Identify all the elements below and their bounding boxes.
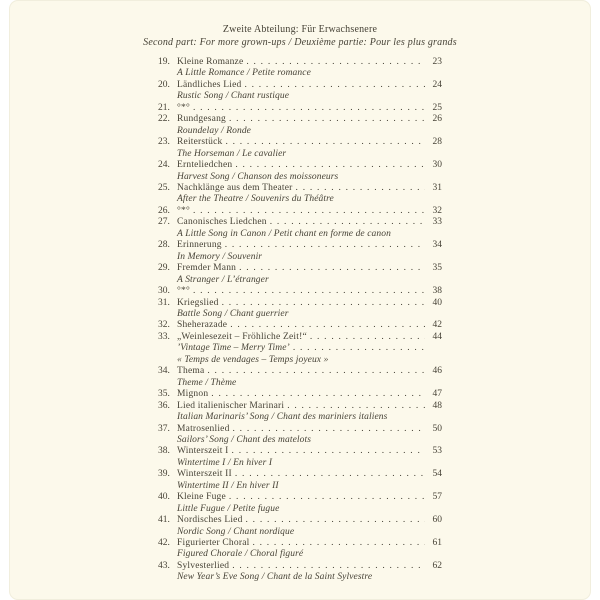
entry-title: Figurierter Choral [177, 538, 250, 549]
entry-page-number: 48 [432, 400, 442, 411]
entry-number: 36. [158, 400, 170, 411]
entry-subtitle-text: Little Fugue / Petite fugue [177, 503, 280, 514]
toc-entry-subtitle [158, 549, 442, 560]
toc-list [158, 57, 442, 584]
entry-page-number: 33 [432, 217, 442, 228]
entry-title: Kleine Fuge [177, 492, 226, 503]
entry-subtitle-text: The Horseman / Le cavalier [177, 148, 287, 159]
entry-title: Erinnerung [177, 240, 222, 251]
entry-subtitle-text: Figured Chorale / Choral figuré [177, 549, 304, 560]
dot-leader [244, 80, 425, 91]
entry-number: 35. [158, 389, 170, 400]
dot-leader [235, 469, 425, 480]
entry-title: Matrosenlied [177, 423, 230, 434]
entry-title: Rundgesang [177, 114, 226, 125]
entry-title: Kleine Romanze [177, 57, 244, 67]
dot-leader [252, 538, 425, 549]
entry-number: 42. [158, 538, 170, 549]
entry-subtitle-text: Wintertime I / En hiver I [177, 457, 273, 468]
entry-number: 22. [158, 114, 170, 125]
toc-entry [158, 183, 442, 194]
dot-leader [211, 389, 425, 400]
entry-number: 28. [158, 240, 170, 251]
entry-subtitle-text: After the Theatre / Souvenirs du Théâtre [177, 194, 334, 205]
entry-page-number: 62 [432, 560, 442, 571]
entry-subtitle-text: Harvest Song / Chanson des moissoneurs [177, 171, 339, 182]
dot-leader [229, 492, 425, 503]
toc-content [9, 0, 591, 584]
toc-entry [158, 103, 442, 114]
dot-leader [193, 286, 425, 297]
toc-entry [158, 263, 442, 274]
entry-subtitle-text: In Memory / Souvenir [177, 251, 263, 262]
entry-title: Ländliches Lied [177, 79, 242, 90]
entry-title: Ernteliedchen [177, 160, 233, 171]
dot-leader [207, 366, 425, 377]
entry-page-number: 28 [432, 137, 442, 148]
entry-title: Kriegslied [177, 297, 219, 308]
dot-leader [293, 343, 425, 354]
toc-entry-subtitle [158, 68, 442, 79]
entry-page-number: 23 [432, 57, 442, 67]
toc-entry-subtitle [158, 435, 442, 446]
entry-page-number: 42 [432, 320, 442, 331]
dot-leader [193, 206, 425, 217]
entry-page-number: 61 [432, 538, 442, 549]
entry-subtitle-text: Theme / Thème [177, 377, 237, 388]
entry-subtitle-text: Italian Marinaris’ Song / Chant des mariniers italiens [177, 412, 388, 423]
toc-page [9, 0, 591, 600]
dot-leader [225, 137, 425, 148]
entry-subtitle-text: Roundelay / Ronde [177, 125, 251, 136]
entry-number: 19. [158, 57, 170, 67]
entry-number: 23. [158, 137, 170, 148]
toc-entry [158, 114, 442, 125]
entry-page-number: 44 [432, 331, 442, 342]
entry-number: 20. [158, 79, 170, 90]
toc-entry-subtitle [158, 378, 442, 389]
entry-number: 31. [158, 297, 170, 308]
toc-entry-subtitle [158, 343, 442, 354]
entry-number: 43. [158, 560, 170, 571]
entry-title: Nordisches Lied [177, 515, 243, 526]
entry-number: 25. [158, 182, 170, 193]
entry-title: Canonisches Liedchen [177, 217, 267, 228]
entry-number: 39. [158, 469, 170, 480]
entry-number: 29. [158, 263, 170, 274]
toc-entry [158, 469, 442, 480]
entry-title: Mignon [177, 389, 209, 400]
entry-page-number: 35 [432, 263, 442, 274]
toc-entry-subtitle [158, 194, 442, 205]
entry-number: 24. [158, 160, 170, 171]
entry-page-number: 26 [432, 114, 442, 125]
toc-entry-subtitle [158, 481, 442, 492]
entry-title: Nachklänge aus dem Theater [177, 182, 293, 193]
entry-number: 34. [158, 366, 170, 377]
dot-leader [246, 57, 425, 68]
dot-leader [225, 240, 425, 251]
toc-entry-subtitle [158, 309, 442, 320]
entry-subtitle-text: « Temps de vendages – Temps joyeux » [177, 354, 329, 365]
toc-entry [158, 401, 442, 412]
toc-entry [158, 206, 442, 217]
toc-entry [158, 332, 442, 343]
entry-page-number: 50 [432, 423, 442, 434]
toc-entry [158, 389, 442, 400]
toc-entry [158, 298, 442, 309]
toc-entry-subtitle [158, 412, 442, 423]
entry-number: 33. [158, 331, 170, 342]
entry-subtitle-text: Nordic Song / Chant nordique [177, 526, 295, 537]
entry-page-number: 32 [432, 205, 442, 216]
entry-number: 40. [158, 492, 170, 503]
dot-leader [229, 114, 425, 125]
entry-title: Winterszeit I [177, 446, 229, 457]
toc-entry-subtitle [158, 149, 442, 160]
dot-leader [246, 515, 425, 526]
toc-entry [158, 320, 442, 331]
entry-title: °*° [177, 205, 190, 216]
entry-title: Sylvesterlied [177, 560, 230, 571]
dot-leader [235, 160, 425, 171]
toc-entry [158, 240, 442, 251]
entry-subtitle-text: A Little Song in Canon / Petit chant en forme de canon [177, 228, 391, 239]
entry-page-number: 53 [432, 446, 442, 457]
toc-entry-subtitle [158, 91, 442, 102]
entry-number: 30. [158, 286, 170, 297]
entry-number: 37. [158, 423, 170, 434]
toc-entry [158, 286, 442, 297]
entry-title: „Weinlesezeit – Fröhliche Zeit!“ [177, 331, 307, 342]
toc-entry [158, 57, 442, 68]
entry-page-number: 57 [432, 492, 442, 503]
dot-leader [222, 298, 425, 309]
entry-number: 26. [158, 205, 170, 216]
toc-entry [158, 424, 442, 435]
dot-leader [239, 263, 425, 274]
entry-title: °*° [177, 286, 190, 297]
entry-number: 41. [158, 515, 170, 526]
entry-title: °*° [177, 102, 190, 113]
entry-subtitle-text: Battle Song / Chant guerrier [177, 308, 289, 319]
entry-page-number: 40 [432, 297, 442, 308]
toc-entry [158, 515, 442, 526]
entry-number: 21. [158, 102, 170, 113]
entry-title: Lied italienischer Marinari [177, 400, 285, 411]
toc-entry-subtitle [158, 355, 442, 366]
section-title-translations: Second part: For more grown-ups / Deuxième partie: Pour les plus grands [143, 36, 457, 48]
toc-entry-subtitle [158, 458, 442, 469]
entry-subtitle-text: Wintertime II / En hiver II [177, 480, 279, 491]
toc-entry [158, 366, 442, 377]
entry-page-number: 60 [432, 515, 442, 526]
toc-entry [158, 538, 442, 549]
toc-entry-subtitle [158, 275, 442, 286]
entry-page-number: 25 [432, 102, 442, 113]
entry-page-number: 31 [432, 182, 442, 193]
dot-leader [270, 217, 425, 228]
entry-page-number: 54 [432, 469, 442, 480]
toc-entry [158, 492, 442, 503]
entry-page-number: 24 [432, 79, 442, 90]
toc-entry-subtitle [158, 504, 442, 515]
toc-entry-subtitle [158, 172, 442, 183]
dot-leader [230, 320, 425, 331]
section-title-german: Zweite Abteilung: Für Erwachsenere [222, 24, 378, 35]
toc-entry [158, 80, 442, 91]
entry-subtitle-text: New Year’s Eve Song / Chant de la Saint Sylvestre [177, 572, 373, 583]
entry-subtitle-text: Sailors’ Song / Chant des matelots [177, 434, 312, 445]
entry-subtitle-text: A Little Romance / Petite romance [177, 68, 311, 79]
entry-title: Sheherazade [177, 320, 228, 331]
entry-number: 32. [158, 320, 170, 331]
toc-entry [158, 217, 442, 228]
dot-leader [232, 561, 425, 572]
entry-title: Winterszeit II [177, 469, 232, 480]
toc-entry-subtitle [158, 527, 442, 538]
toc-entry-subtitle [158, 252, 442, 263]
dot-leader [232, 446, 425, 457]
entry-page-number: 34 [432, 240, 442, 251]
dot-leader [296, 183, 425, 194]
section-header [9, 24, 591, 49]
dot-leader [233, 424, 425, 435]
toc-entry [158, 160, 442, 171]
entry-title: Reiterstück [177, 137, 223, 148]
toc-entry-subtitle [158, 572, 442, 583]
toc-entry [158, 446, 442, 457]
entry-page-number: 47 [432, 389, 442, 400]
entry-number: 38. [158, 446, 170, 457]
entry-title: Thema [177, 366, 205, 377]
toc-entry-subtitle [158, 229, 442, 240]
dot-leader [287, 401, 425, 412]
dot-leader [193, 103, 425, 114]
entry-subtitle-text: Rustic Song / Chant rustique [177, 91, 290, 102]
entry-page-number: 38 [432, 286, 442, 297]
toc-entry [158, 137, 442, 148]
toc-entry [158, 561, 442, 572]
entry-title: Fremder Mann [177, 263, 237, 274]
entry-page-number: 46 [432, 366, 442, 377]
entry-number: 27. [158, 217, 170, 228]
toc-entry-subtitle [158, 126, 442, 137]
dot-leader [310, 332, 425, 343]
entry-subtitle-text: ’Vintage Time – Merry Time’ [177, 343, 290, 354]
entry-page-number: 30 [432, 160, 442, 171]
entry-subtitle-text: A Stranger / L’étranger [177, 274, 269, 285]
